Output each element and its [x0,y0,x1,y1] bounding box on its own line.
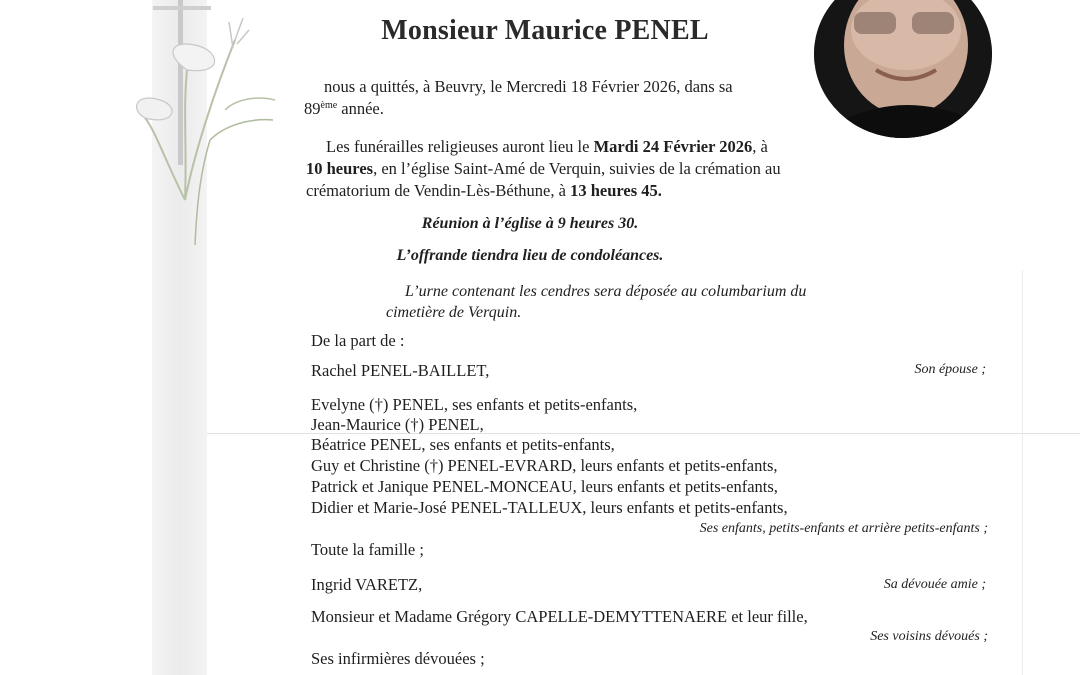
reunion-note: Réunion à l’église à 9 heures 30. [421,215,639,232]
intro-line-1: nous a quittés, à Beuvry, le Mercredi 18 Février 2026, dans sa [324,77,733,96]
calla-lily-cross-decoration [125,0,285,250]
funerals-line-3 [306,180,662,202]
funerals-text-3: , en l’église Saint-Amé de Verquin, suivies de la crémation au [373,159,781,178]
child-line-5: Patrick et Janique PENEL-MONCEAU, leurs enfants et petits-enfants, [311,477,778,496]
intro-line-2 [304,98,384,120]
age-value: 89 [304,99,321,118]
neighbors-relation: Ses voisins dévoués ; [870,629,988,644]
portrait-photo [814,0,992,138]
child-line-6: Didier et Marie-José PENEL-TALLEUX, leurs enfants et petits-enfants, [311,498,788,517]
wife-relation: Son épouse ; [914,362,986,377]
neighbors-name: Monsieur et Madame Grégory CAPELLE-DEMYTTENAERE et leur fille, [311,607,808,626]
funerals-text-4: crématorium de Vendin-Lès-Béthune, à [306,181,571,200]
friend-name: Ingrid VARETZ, [311,575,423,594]
child-line-4: Guy et Christine (†) PENEL-EVRARD, leurs enfants et petits-enfants, [311,456,778,475]
funeral-date: Mardi 24 Février 2026 [593,137,753,156]
funerals-text-2: , à [752,137,768,156]
child-line-1: Evelyne (†) PENEL, ses enfants et petits-enfants, [311,395,638,414]
urne-line-2: cimetière de Verquin. [386,304,522,321]
deceased-name-title: Monsieur Maurice PENEL [381,15,709,46]
nurses-line: Ses infirmières dévouées ; [311,649,485,668]
funeral-hour: 10 heures [306,159,374,178]
wife-name: Rachel PENEL-BAILLET, [311,361,490,380]
children-relation: Ses enfants, petits-enfants et arrière petits-enfants ; [699,521,988,536]
paper-edge-line [1022,270,1023,675]
funerals-line-2 [306,158,781,180]
age-suffix: ème [320,100,338,111]
funerals-line-1 [326,136,768,158]
child-line-3: Béatrice PENEL, ses enfants et petits-enfants, [311,435,615,454]
offrande-note: L’offrande tiendra lieu de condoléances. [396,247,664,264]
child-line-2: Jean-Maurice (†) PENEL, [311,415,484,434]
family-line: Toute la famille ; [311,540,424,559]
friend-relation: Sa dévouée amie ; [883,577,986,592]
from-label: De la part de : [311,331,405,350]
intro-line-2-text: année. [341,99,384,118]
cremation-hour: 13 heures 45. [570,181,662,200]
urne-line-1: L’urne contenant les cendres sera déposée au columbarium du [405,283,807,300]
funerals-text-1: Les funérailles religieuses auront lieu le [326,137,594,156]
